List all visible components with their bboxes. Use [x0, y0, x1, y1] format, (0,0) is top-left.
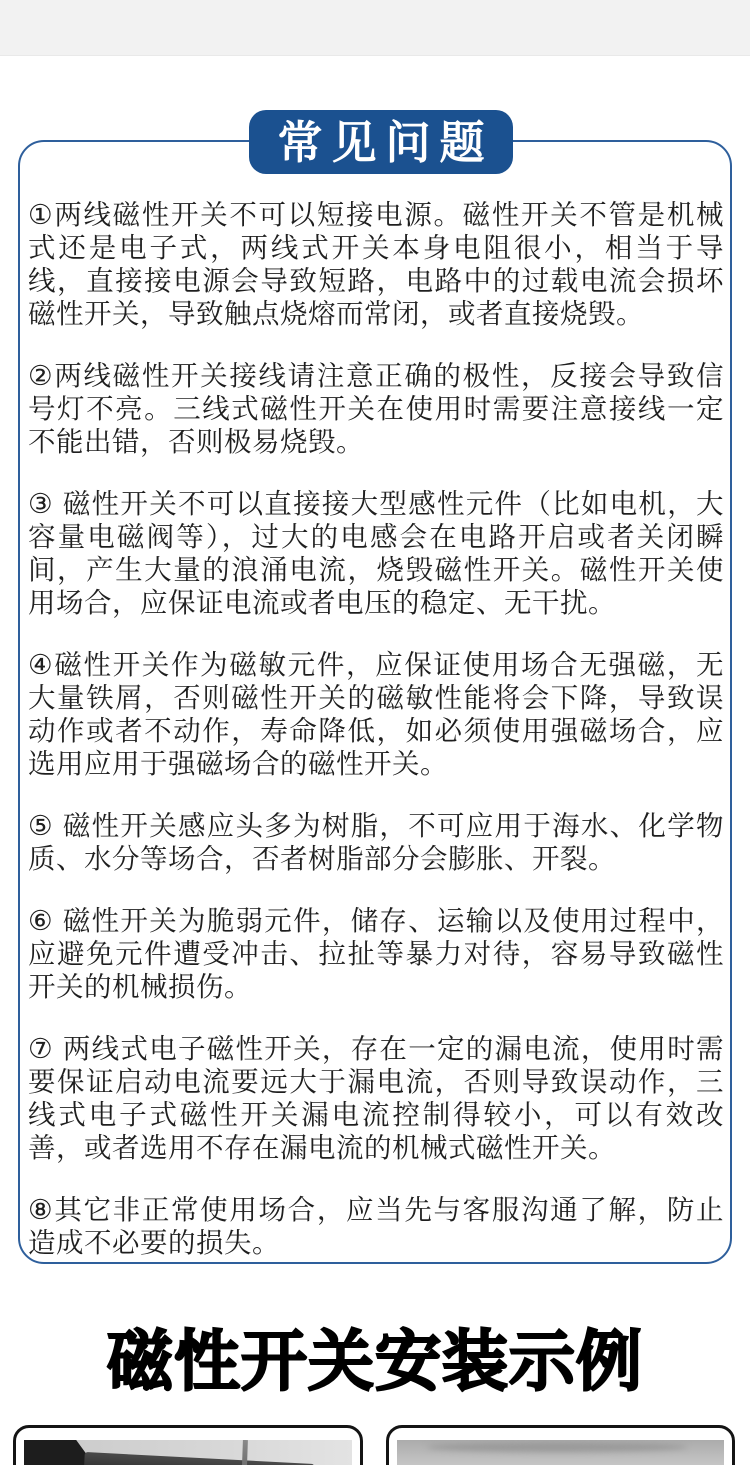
faq-item-4: ④磁性开关作为磁敏元件，应保证使用场合无强磁，无大量铁屑，否则磁性开关的磁敏性能将会下降，导致误动作或者不动作，寿命降低，如必须使用强磁场合，应选用应用于强磁场合的磁性开关。 [28, 649, 724, 779]
install-photos-row [0, 1425, 750, 1465]
faq-item-5: ⑤ 磁性开关感应头多为树脂，不可应用于海水、化学物质、水分等场合，否者树脂部分会膨胀、开裂。 [28, 810, 724, 874]
photo2-shadow-shape [427, 1442, 687, 1452]
photo1-cylinder-bar-shape [83, 1452, 314, 1465]
install-photo-card-1 [13, 1425, 363, 1465]
faq-banner-title: 常见问题 [277, 116, 494, 168]
photo1-rod-shape [241, 1440, 248, 1465]
page-top-gray-band [0, 0, 750, 56]
faq-item-7: ⑦ 两线式电子磁性开关，存在一定的漏电流，使用时需要保证启动电流要远大于漏电流，否则导致误动作，三线式电子式磁性开关漏电流控制得较小，可以有效改善，或者选用不存在漏电流的机械式磁性开关。 [28, 1033, 724, 1163]
faq-item-2: ②两线磁性开关接线请注意正确的极性，反接会导致信号灯不亮。三线式磁性开关在使用时需要注意接线一定不能出错，否则极易烧毁。 [28, 360, 724, 457]
install-photo-card-2 [386, 1425, 735, 1465]
faq-item-6: ⑥ 磁性开关为脆弱元件，储存、运输以及使用过程中，应避免元件遭受冲击、拉扯等暴力对待，容易导致磁性开关的机械损伤。 [28, 905, 724, 1002]
faq-banner [249, 110, 513, 174]
install-section-title: 磁性开关安装示例 [107, 1324, 643, 1398]
faq-item-1: ①两线磁性开关不可以短接电源。磁性开关不管是机械式还是电子式，两线式开关本身电阻很小，相当于导线，直接接电源会导致短路，电路中的过载电流会损坏磁性开关，导致触点烧熔而常闭，或者直接烧毁。 [28, 199, 724, 329]
faq-item-8: ⑧其它非正常使用场合，应当先与客服沟通了解，防止造成不必要的损失。 [28, 1194, 724, 1258]
cylinder-installation-photo-2 [397, 1440, 724, 1465]
faq-item-3: ③ 磁性开关不可以直接接大型感性元件（比如电机，大容量电磁阀等），过大的电感会在电路开启或者关闭瞬间，产生大量的浪涌电流，烧毁磁性开关。磁性开关使用场合，应保证电流或者电压的稳定、无干扰。 [28, 488, 724, 618]
faq-list [28, 198, 724, 1288]
cylinder-installation-photo-1 [24, 1440, 352, 1465]
